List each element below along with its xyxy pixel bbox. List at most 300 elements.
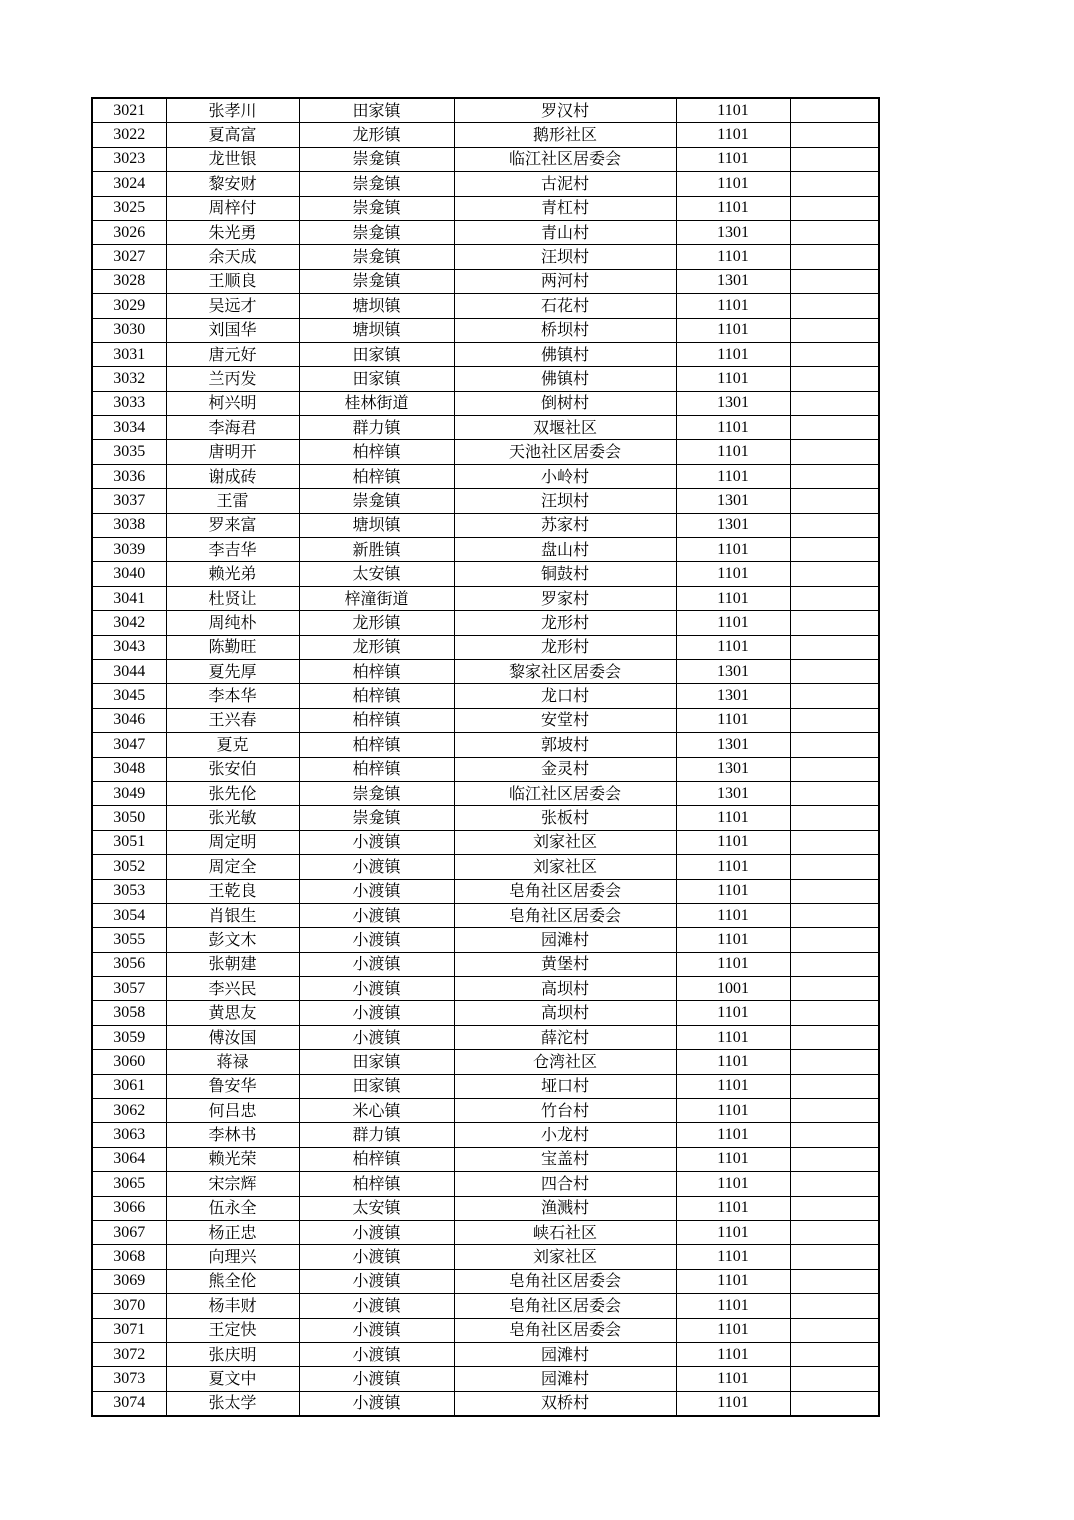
cell-village: 皂角社区居委会 <box>454 879 676 903</box>
cell-person-name: 周定明 <box>166 830 299 854</box>
cell-town: 龙形镇 <box>299 123 454 147</box>
cell-village: 石花村 <box>454 294 676 318</box>
cell-village: 峡石社区 <box>454 1220 676 1244</box>
cell-person-name: 谢成砖 <box>166 464 299 488</box>
cell-code: 1101 <box>676 1269 790 1293</box>
cell-town: 小渡镇 <box>299 1025 454 1049</box>
cell-code: 1101 <box>676 1294 790 1318</box>
cell-village: 桥坝村 <box>454 318 676 342</box>
table-row <box>92 1318 879 1342</box>
cell-person-name: 宋宗辉 <box>166 1172 299 1196</box>
cell-person-name: 杨正忠 <box>166 1220 299 1244</box>
cell-village: 渔溅村 <box>454 1196 676 1220</box>
cell-village: 刘家社区 <box>454 1245 676 1269</box>
cell-person-name: 彭文木 <box>166 928 299 952</box>
cell-village: 张板村 <box>454 806 676 830</box>
cell-town: 柏梓镇 <box>299 708 454 732</box>
cell-town: 崇龛镇 <box>299 806 454 830</box>
cell-blank <box>790 611 879 635</box>
table-row <box>92 318 879 342</box>
cell-code: 1101 <box>676 1220 790 1244</box>
cell-code: 1101 <box>676 1001 790 1025</box>
table-row <box>92 269 879 293</box>
cell-village: 四合村 <box>454 1172 676 1196</box>
cell-code: 1301 <box>676 781 790 805</box>
cell-blank <box>790 220 879 244</box>
cell-village: 龙形村 <box>454 635 676 659</box>
cell-village: 黎家社区居委会 <box>454 659 676 683</box>
table-row <box>92 1025 879 1049</box>
cell-blank <box>790 733 879 757</box>
cell-serial-number: 3040 <box>92 562 166 586</box>
cell-person-name: 蒋禄 <box>166 1050 299 1074</box>
table-row <box>92 1391 879 1416</box>
cell-person-name: 张光敏 <box>166 806 299 830</box>
cell-serial-number: 3044 <box>92 659 166 683</box>
cell-serial-number: 3055 <box>92 928 166 952</box>
table-row <box>92 1294 879 1318</box>
cell-village: 两河村 <box>454 269 676 293</box>
cell-town: 群力镇 <box>299 416 454 440</box>
cell-code: 1101 <box>676 318 790 342</box>
cell-person-name: 向理兴 <box>166 1245 299 1269</box>
table-row <box>92 879 879 903</box>
cell-code: 1101 <box>676 708 790 732</box>
cell-serial-number: 3041 <box>92 586 166 610</box>
cell-person-name: 唐明开 <box>166 440 299 464</box>
cell-blank <box>790 98 879 123</box>
cell-village: 园滩村 <box>454 1342 676 1366</box>
cell-town: 崇龛镇 <box>299 172 454 196</box>
cell-town: 小渡镇 <box>299 855 454 879</box>
cell-town: 新胜镇 <box>299 538 454 562</box>
cell-blank <box>790 1220 879 1244</box>
cell-village: 铜鼓村 <box>454 562 676 586</box>
cell-town: 田家镇 <box>299 367 454 391</box>
table-row <box>92 635 879 659</box>
cell-village: 龙形村 <box>454 611 676 635</box>
cell-person-name: 朱光勇 <box>166 220 299 244</box>
cell-blank <box>790 538 879 562</box>
cell-person-name: 罗来富 <box>166 513 299 537</box>
cell-town: 柏梓镇 <box>299 1172 454 1196</box>
table-row <box>92 1074 879 1098</box>
cell-person-name: 杜贤让 <box>166 586 299 610</box>
cell-village: 青杠村 <box>454 196 676 220</box>
cell-village: 皂角社区居委会 <box>454 1294 676 1318</box>
cell-person-name: 李兴民 <box>166 977 299 1001</box>
table-row <box>92 611 879 635</box>
cell-town: 小渡镇 <box>299 830 454 854</box>
cell-serial-number: 3058 <box>92 1001 166 1025</box>
table-row <box>92 147 879 171</box>
cell-town: 小渡镇 <box>299 1367 454 1391</box>
cell-serial-number: 3056 <box>92 952 166 976</box>
cell-serial-number: 3050 <box>92 806 166 830</box>
cell-person-name: 伍永全 <box>166 1196 299 1220</box>
cell-code: 1301 <box>676 269 790 293</box>
table-row <box>92 1001 879 1025</box>
cell-person-name: 夏克 <box>166 733 299 757</box>
cell-person-name: 肖银生 <box>166 903 299 927</box>
cell-blank <box>790 172 879 196</box>
cell-code: 1301 <box>676 684 790 708</box>
cell-town: 小渡镇 <box>299 952 454 976</box>
table-row <box>92 659 879 683</box>
cell-town: 崇龛镇 <box>299 269 454 293</box>
cell-village: 双堰社区 <box>454 416 676 440</box>
cell-town: 柏梓镇 <box>299 659 454 683</box>
cell-town: 柏梓镇 <box>299 733 454 757</box>
table-row <box>92 440 879 464</box>
table-row <box>92 757 879 781</box>
cell-serial-number: 3069 <box>92 1269 166 1293</box>
cell-blank <box>790 147 879 171</box>
cell-serial-number: 3042 <box>92 611 166 635</box>
cell-town: 太安镇 <box>299 562 454 586</box>
cell-serial-number: 3023 <box>92 147 166 171</box>
cell-town: 柏梓镇 <box>299 464 454 488</box>
cell-blank <box>790 977 879 1001</box>
cell-code: 1101 <box>676 1147 790 1171</box>
table-row <box>92 1342 879 1366</box>
cell-town: 塘坝镇 <box>299 513 454 537</box>
cell-village: 临江社区居委会 <box>454 147 676 171</box>
cell-code: 1301 <box>676 733 790 757</box>
cell-town: 小渡镇 <box>299 1318 454 1342</box>
cell-person-name: 李本华 <box>166 684 299 708</box>
cell-serial-number: 3039 <box>92 538 166 562</box>
cell-town: 田家镇 <box>299 98 454 123</box>
cell-serial-number: 3026 <box>92 220 166 244</box>
cell-code: 1101 <box>676 903 790 927</box>
cell-serial-number: 3066 <box>92 1196 166 1220</box>
cell-serial-number: 3033 <box>92 391 166 415</box>
table-row <box>92 123 879 147</box>
cell-person-name: 熊全伦 <box>166 1269 299 1293</box>
cell-code: 1101 <box>676 611 790 635</box>
cell-town: 田家镇 <box>299 342 454 366</box>
cell-code: 1301 <box>676 513 790 537</box>
cell-person-name: 王乾良 <box>166 879 299 903</box>
table-row <box>92 342 879 366</box>
cell-town: 龙形镇 <box>299 635 454 659</box>
cell-code: 1301 <box>676 489 790 513</box>
cell-blank <box>790 416 879 440</box>
cell-town: 崇龛镇 <box>299 220 454 244</box>
table-row <box>92 586 879 610</box>
cell-code: 1101 <box>676 855 790 879</box>
cell-blank <box>790 1172 879 1196</box>
cell-village: 小龙村 <box>454 1123 676 1147</box>
cell-person-name: 杨丰财 <box>166 1294 299 1318</box>
cell-blank <box>790 1050 879 1074</box>
cell-code: 1101 <box>676 1025 790 1049</box>
cell-town: 塘坝镇 <box>299 294 454 318</box>
table-row <box>92 1367 879 1391</box>
table-row <box>92 830 879 854</box>
cell-village: 竹台村 <box>454 1099 676 1123</box>
cell-person-name: 赖光弟 <box>166 562 299 586</box>
cell-village: 古泥村 <box>454 172 676 196</box>
cell-town: 崇龛镇 <box>299 245 454 269</box>
cell-village: 盘山村 <box>454 538 676 562</box>
cell-blank <box>790 830 879 854</box>
cell-blank <box>790 855 879 879</box>
cell-code: 1101 <box>676 1050 790 1074</box>
cell-person-name: 李林书 <box>166 1123 299 1147</box>
table-row <box>92 903 879 927</box>
cell-serial-number: 3037 <box>92 489 166 513</box>
cell-code: 1101 <box>676 1367 790 1391</box>
cell-serial-number: 3046 <box>92 708 166 732</box>
cell-code: 1101 <box>676 538 790 562</box>
cell-serial-number: 3051 <box>92 830 166 854</box>
cell-village: 皂角社区居委会 <box>454 1269 676 1293</box>
cell-person-name: 何吕忠 <box>166 1099 299 1123</box>
cell-person-name: 张朝建 <box>166 952 299 976</box>
table-row <box>92 708 879 732</box>
cell-person-name: 黎安财 <box>166 172 299 196</box>
cell-village: 仓湾社区 <box>454 1050 676 1074</box>
cell-blank <box>790 1342 879 1366</box>
cell-code: 1101 <box>676 367 790 391</box>
cell-serial-number: 3062 <box>92 1099 166 1123</box>
cell-village: 龙口村 <box>454 684 676 708</box>
cell-code: 1101 <box>676 830 790 854</box>
cell-person-name: 刘国华 <box>166 318 299 342</box>
cell-serial-number: 3045 <box>92 684 166 708</box>
table-row <box>92 220 879 244</box>
table-row <box>92 1147 879 1171</box>
cell-village: 高坝村 <box>454 1001 676 1025</box>
table-row <box>92 416 879 440</box>
cell-town: 田家镇 <box>299 1050 454 1074</box>
cell-village: 宝盖村 <box>454 1147 676 1171</box>
cell-blank <box>790 781 879 805</box>
cell-blank <box>790 1318 879 1342</box>
cell-blank <box>790 367 879 391</box>
cell-blank <box>790 635 879 659</box>
table-row <box>92 1123 879 1147</box>
cell-code: 1101 <box>676 123 790 147</box>
cell-village: 罗汉村 <box>454 98 676 123</box>
cell-blank <box>790 196 879 220</box>
cell-blank <box>790 708 879 732</box>
table-row <box>92 489 879 513</box>
cell-code: 1101 <box>676 879 790 903</box>
cell-person-name: 夏文中 <box>166 1367 299 1391</box>
table-row <box>92 1269 879 1293</box>
cell-village: 薛沱村 <box>454 1025 676 1049</box>
cell-code: 1101 <box>676 562 790 586</box>
cell-blank <box>790 928 879 952</box>
cell-code: 1101 <box>676 245 790 269</box>
cell-serial-number: 3034 <box>92 416 166 440</box>
cell-code: 1101 <box>676 147 790 171</box>
cell-person-name: 王雷 <box>166 489 299 513</box>
cell-serial-number: 3036 <box>92 464 166 488</box>
cell-town: 柏梓镇 <box>299 440 454 464</box>
cell-person-name: 柯兴明 <box>166 391 299 415</box>
cell-village: 园滩村 <box>454 1367 676 1391</box>
table-row <box>92 513 879 537</box>
cell-code: 1101 <box>676 416 790 440</box>
cell-town: 桂林街道 <box>299 391 454 415</box>
cell-blank <box>790 245 879 269</box>
cell-village: 汪坝村 <box>454 245 676 269</box>
cell-serial-number: 3024 <box>92 172 166 196</box>
cell-person-name: 鲁安华 <box>166 1074 299 1098</box>
cell-village: 皂角社区居委会 <box>454 903 676 927</box>
cell-town: 柏梓镇 <box>299 1147 454 1171</box>
cell-town: 崇龛镇 <box>299 147 454 171</box>
cell-person-name: 王定快 <box>166 1318 299 1342</box>
cell-blank <box>790 757 879 781</box>
cell-blank <box>790 586 879 610</box>
table-row <box>92 562 879 586</box>
table-row <box>92 391 879 415</box>
cell-serial-number: 3035 <box>92 440 166 464</box>
cell-town: 小渡镇 <box>299 928 454 952</box>
table-row <box>92 172 879 196</box>
cell-blank <box>790 123 879 147</box>
cell-village: 临江社区居委会 <box>454 781 676 805</box>
cell-serial-number: 3053 <box>92 879 166 903</box>
cell-person-name: 夏高富 <box>166 123 299 147</box>
cell-person-name: 兰丙发 <box>166 367 299 391</box>
cell-town: 梓潼街道 <box>299 586 454 610</box>
cell-person-name: 张庆明 <box>166 1342 299 1366</box>
cell-village: 天池社区居委会 <box>454 440 676 464</box>
cell-serial-number: 3060 <box>92 1050 166 1074</box>
cell-village: 刘家社区 <box>454 830 676 854</box>
cell-town: 小渡镇 <box>299 1294 454 1318</box>
table-row <box>92 952 879 976</box>
cell-town: 小渡镇 <box>299 1220 454 1244</box>
cell-town: 米心镇 <box>299 1099 454 1123</box>
cell-code: 1101 <box>676 1342 790 1366</box>
cell-person-name: 张安伯 <box>166 757 299 781</box>
table-row <box>92 733 879 757</box>
cell-village: 罗家村 <box>454 586 676 610</box>
data-table <box>91 97 880 1417</box>
cell-code: 1301 <box>676 757 790 781</box>
cell-blank <box>790 1367 879 1391</box>
table-row <box>92 1172 879 1196</box>
cell-serial-number: 3068 <box>92 1245 166 1269</box>
cell-serial-number: 3064 <box>92 1147 166 1171</box>
table-row <box>92 1050 879 1074</box>
cell-serial-number: 3027 <box>92 245 166 269</box>
cell-town: 崇龛镇 <box>299 196 454 220</box>
cell-person-name: 吴远才 <box>166 294 299 318</box>
cell-blank <box>790 1196 879 1220</box>
cell-town: 龙形镇 <box>299 611 454 635</box>
cell-blank <box>790 1025 879 1049</box>
cell-code: 1301 <box>676 659 790 683</box>
cell-blank <box>790 294 879 318</box>
cell-village: 垭口村 <box>454 1074 676 1098</box>
cell-code: 1101 <box>676 1123 790 1147</box>
cell-code: 1101 <box>676 806 790 830</box>
cell-blank <box>790 1391 879 1416</box>
cell-blank <box>790 1099 879 1123</box>
cell-serial-number: 3032 <box>92 367 166 391</box>
table-row <box>92 1099 879 1123</box>
cell-person-name: 王兴春 <box>166 708 299 732</box>
table-row <box>92 977 879 1001</box>
cell-village: 佛镇村 <box>454 367 676 391</box>
cell-code: 1001 <box>676 977 790 1001</box>
cell-town: 小渡镇 <box>299 1391 454 1416</box>
cell-village: 汪坝村 <box>454 489 676 513</box>
table-row <box>92 855 879 879</box>
cell-person-name: 龙世银 <box>166 147 299 171</box>
cell-serial-number: 3022 <box>92 123 166 147</box>
cell-serial-number: 3071 <box>92 1318 166 1342</box>
cell-person-name: 周定全 <box>166 855 299 879</box>
cell-serial-number: 3070 <box>92 1294 166 1318</box>
cell-town: 塘坝镇 <box>299 318 454 342</box>
cell-blank <box>790 1269 879 1293</box>
cell-village: 郭坡村 <box>454 733 676 757</box>
cell-blank <box>790 464 879 488</box>
cell-serial-number: 3031 <box>92 342 166 366</box>
cell-village: 园滩村 <box>454 928 676 952</box>
cell-person-name: 傅汝国 <box>166 1025 299 1049</box>
cell-person-name: 周梓付 <box>166 196 299 220</box>
cell-code: 1101 <box>676 1196 790 1220</box>
cell-code: 1101 <box>676 928 790 952</box>
cell-serial-number: 3052 <box>92 855 166 879</box>
cell-blank <box>790 659 879 683</box>
cell-blank <box>790 1294 879 1318</box>
cell-town: 小渡镇 <box>299 977 454 1001</box>
cell-blank <box>790 806 879 830</box>
cell-village: 佛镇村 <box>454 342 676 366</box>
cell-blank <box>790 489 879 513</box>
cell-code: 1301 <box>676 391 790 415</box>
cell-town: 崇龛镇 <box>299 781 454 805</box>
table-row <box>92 928 879 952</box>
cell-blank <box>790 952 879 976</box>
cell-town: 群力镇 <box>299 1123 454 1147</box>
table-row <box>92 196 879 220</box>
table-row <box>92 98 879 123</box>
cell-person-name: 夏先厚 <box>166 659 299 683</box>
cell-blank <box>790 269 879 293</box>
cell-blank <box>790 440 879 464</box>
cell-code: 1101 <box>676 196 790 220</box>
cell-serial-number: 3047 <box>92 733 166 757</box>
cell-village: 鹅形社区 <box>454 123 676 147</box>
cell-blank <box>790 684 879 708</box>
cell-serial-number: 3048 <box>92 757 166 781</box>
table-row <box>92 781 879 805</box>
cell-village: 双桥村 <box>454 1391 676 1416</box>
cell-code: 1101 <box>676 586 790 610</box>
cell-serial-number: 3038 <box>92 513 166 537</box>
cell-blank <box>790 318 879 342</box>
cell-serial-number: 3030 <box>92 318 166 342</box>
cell-blank <box>790 342 879 366</box>
cell-code: 1101 <box>676 952 790 976</box>
cell-serial-number: 3072 <box>92 1342 166 1366</box>
cell-serial-number: 3049 <box>92 781 166 805</box>
cell-blank <box>790 1147 879 1171</box>
table-row <box>92 464 879 488</box>
